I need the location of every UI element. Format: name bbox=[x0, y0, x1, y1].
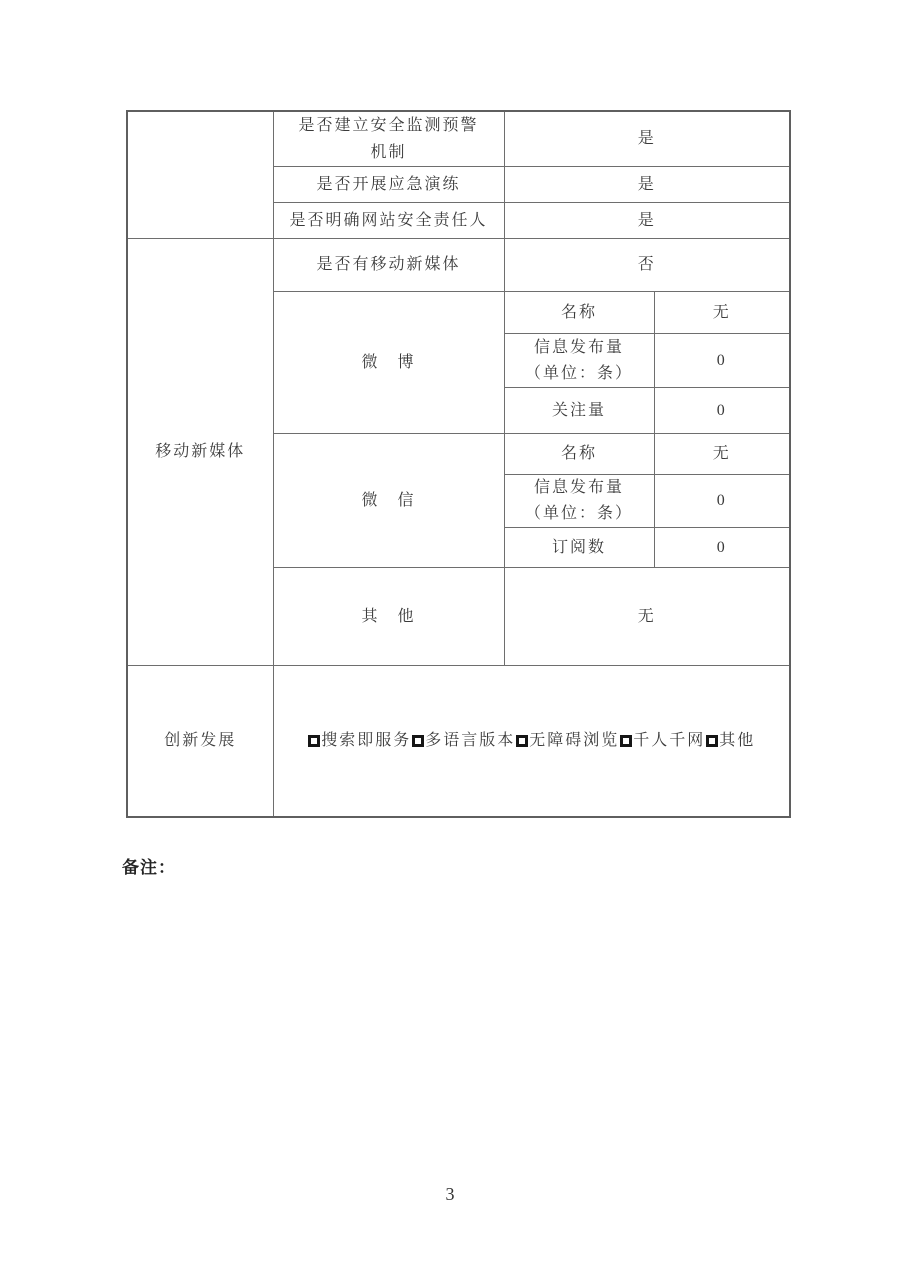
security-row-label-text: 是否建立安全监测预警机制 bbox=[298, 117, 479, 161]
weibo-followers-label: 关注量 bbox=[504, 388, 654, 434]
innovation-option-label: 多语言版本 bbox=[425, 731, 516, 749]
weibo-posts-label bbox=[504, 334, 654, 388]
wechat-subscribers-value: 0 bbox=[654, 528, 790, 568]
checkbox-icon-accessibility bbox=[516, 735, 528, 747]
security-row-value: 是 bbox=[504, 203, 790, 239]
has-mobile-value: 否 bbox=[504, 239, 790, 292]
other-media-value: 无 bbox=[504, 568, 790, 666]
innovation-option-label: 搜索即服务 bbox=[321, 731, 412, 749]
innovation-option-label: 千人千网 bbox=[633, 731, 706, 749]
weibo-posts-value: 0 bbox=[654, 334, 790, 388]
category-cell-mobile-media: 移动新媒体 bbox=[127, 239, 273, 666]
category-cell-innovation: 创新发展 bbox=[127, 666, 273, 817]
checkbox-icon-personalized bbox=[620, 735, 632, 747]
wechat-posts-label bbox=[504, 475, 654, 528]
innovation-options bbox=[273, 666, 790, 817]
security-row-label: 是否明确网站安全责任人 bbox=[273, 203, 504, 239]
security-row-label: 是否开展应急演练 bbox=[273, 167, 504, 203]
annual-report-table bbox=[126, 110, 791, 818]
weibo-name-label: 名称 bbox=[504, 292, 654, 334]
remarks-label: 备注： bbox=[122, 858, 176, 877]
security-row-label bbox=[273, 111, 504, 167]
checkbox-icon-search-service bbox=[308, 735, 320, 747]
innovation-option-label: 其他 bbox=[719, 731, 756, 749]
wechat-posts-value: 0 bbox=[654, 475, 790, 528]
has-mobile-label: 是否有移动新媒体 bbox=[273, 239, 504, 292]
wechat-subscribers-label: 订阅数 bbox=[504, 528, 654, 568]
wechat-posts-label-line1: 信息发布量 bbox=[533, 479, 624, 496]
wechat-name-label: 名称 bbox=[504, 434, 654, 475]
weibo-followers-value: 0 bbox=[654, 388, 790, 434]
wechat-posts-label-line2: （单位：条） bbox=[524, 505, 633, 522]
checkbox-icon-multilingual bbox=[412, 735, 424, 747]
security-row-value: 是 bbox=[504, 167, 790, 203]
weibo-label: 微 博 bbox=[273, 292, 504, 434]
weibo-posts-label-line2: （单位：条） bbox=[524, 364, 633, 382]
security-row-value: 是 bbox=[504, 111, 790, 167]
category-cell-empty bbox=[127, 111, 273, 239]
other-media-label: 其 他 bbox=[273, 568, 504, 666]
weibo-name-value: 无 bbox=[654, 292, 790, 334]
checkbox-icon-other bbox=[706, 735, 718, 747]
wechat-label: 微 信 bbox=[273, 434, 504, 568]
page-number: 3 bbox=[445, 1184, 455, 1204]
innovation-option-label: 无障碍浏览 bbox=[529, 731, 620, 749]
wechat-name-value: 无 bbox=[654, 434, 790, 475]
weibo-posts-label-line1: 信息发布量 bbox=[533, 338, 624, 356]
